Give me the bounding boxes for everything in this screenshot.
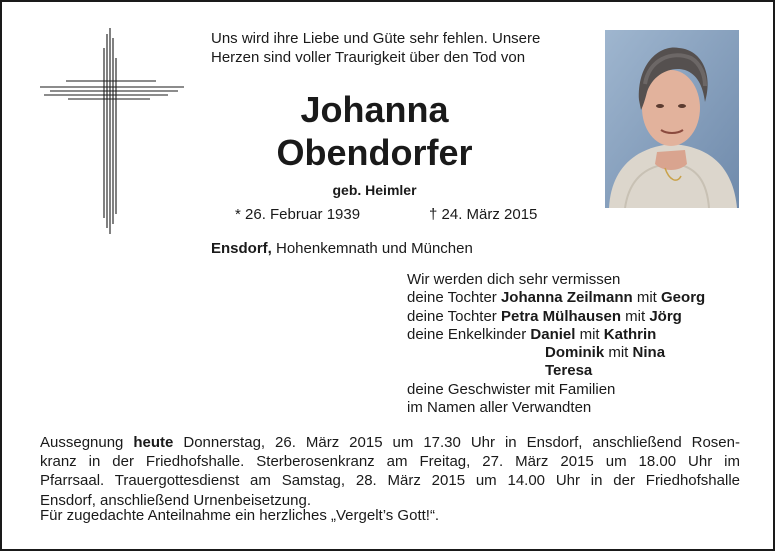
mourner-line: deine Enkelkinder Daniel mit Kathrin — [407, 325, 657, 343]
place-line — [211, 240, 473, 257]
mourner-line: deine Tochter Petra Mülhausen mit Jörg — [407, 307, 682, 325]
funeral-line: Pfarrsaal. Trauergottesdienst am Samstag, 28. März 2015 um 14.00 Uhr in der Friedhofshalle — [40, 472, 740, 490]
birth-date: * 26. Februar 1939 — [235, 206, 361, 223]
funeral-line: Ensdorf, anschließend Urnenbeisetzung. — [40, 491, 311, 509]
intro-line: Uns wird ihre Liebe und Güte sehr fehlen. Unsere — [211, 30, 541, 47]
mourner-line: im Namen aller Verwandten — [407, 399, 592, 417]
mourner-line: deine Geschwister mit Familien — [407, 380, 616, 398]
intro-text — [211, 29, 596, 67]
last-name: Obendorfer — [276, 132, 473, 173]
funeral-line: kranz in der Friedhofshalle. Sterberosenkranz am Freitag, 27. März 2015 um 18.00 Uhr im — [40, 453, 740, 471]
mourner-line: Wir werden dich sehr vermissen — [407, 271, 621, 288]
mourner-line: Teresa — [545, 362, 593, 380]
cross-icon — [38, 28, 188, 234]
place-rest: Hohenkemnath und München — [271, 240, 473, 257]
death-date: † 24. März 2015 — [429, 206, 538, 223]
funeral-details — [40, 433, 740, 510]
mourner-line: Dominik mit Nina — [545, 344, 666, 362]
first-name: Johanna — [300, 89, 449, 130]
mourners-list — [407, 271, 705, 417]
maiden-name: geb. Heimler — [332, 182, 417, 198]
portrait-photo — [605, 30, 739, 208]
intro-line: Herzen sind voller Traurigkeit über den Tod von — [211, 49, 526, 66]
place-bold: Ensdorf, — [211, 240, 272, 257]
funeral-line: Aussegnung heute Donnerstag, 26. März 2015 um 17.30 Uhr in Ensdorf, anschließend Rosen- — [40, 434, 740, 451]
mourner-line: deine Tochter Johanna Zeilmann mit Georg — [407, 289, 706, 307]
thanks-line: Für zugedachte Anteilnahme ein herzliches „Vergelt’s Gott!“. — [40, 507, 440, 524]
